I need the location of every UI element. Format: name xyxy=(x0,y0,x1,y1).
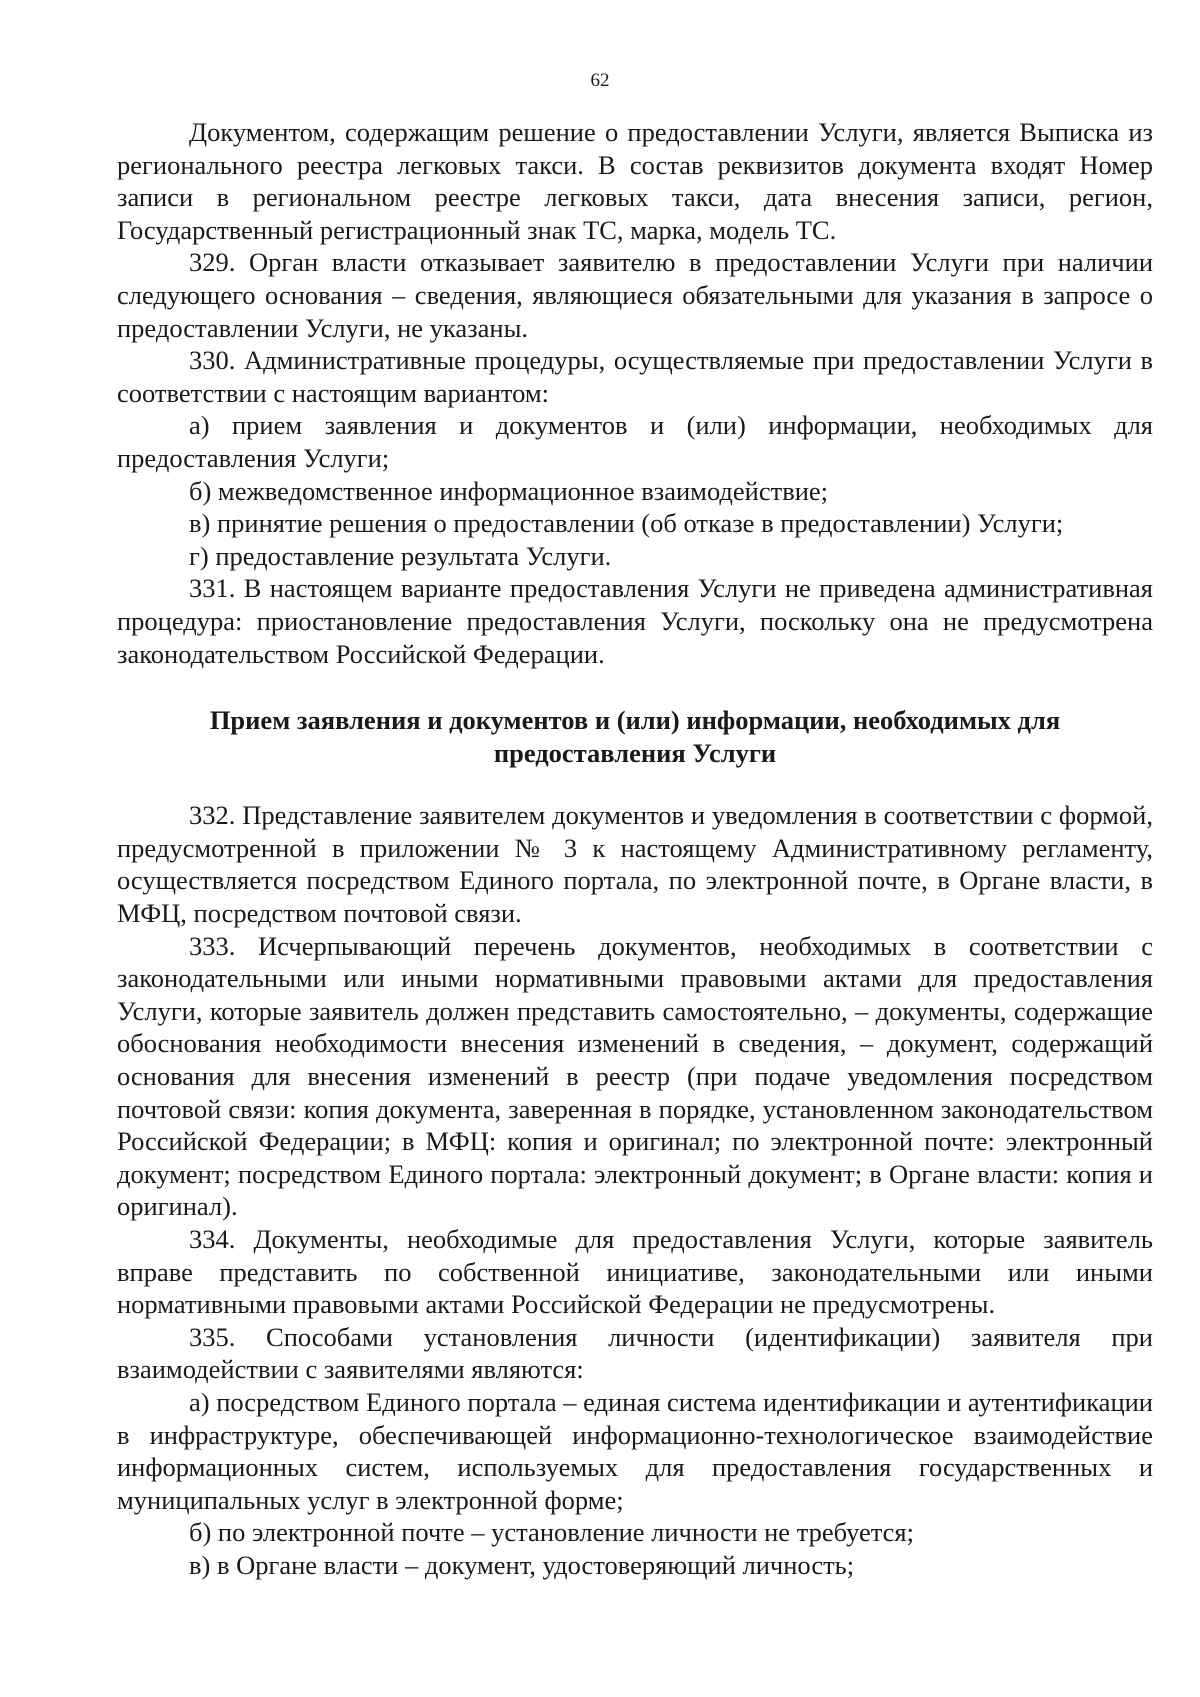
list-item-335-b: б) по электронной почте – установление личности не требуется; xyxy=(189,1517,914,1548)
paragraph-334: 334. Документы, необходимые для предоставления Услуги, которые заявитель вправе представить по собственной инициативе, законодательными или иными нормативными правовыми актами Российской Федерации не предусмотрены. xyxy=(117,1224,1153,1320)
page-number: 62 xyxy=(590,70,610,91)
paragraph-330: 330. Административные процедуры, осуществляемые при предоставлении Услуги в соответствии с настоящим вариантом: xyxy=(117,345,1153,408)
document-body xyxy=(117,116,1153,1582)
paragraph-331: 331. В настоящем варианте предоставления Услуги не приведена административная процедура: приостановление предоставления Услуги, поскольку она не предусмотрена законодательством Российской Федерации. xyxy=(117,573,1153,669)
list-item-335-a: а) посредством Единого портала – единая система идентификации и аутентификации в инфраструктуре, обеспечивающей информационно-технологическое взаимодействие информационных систем, используемых для предоставления государственных и муниципальных услуг в электронной форме; xyxy=(117,1386,1153,1515)
list-item-330-g: г) предоставление результата Услуги. xyxy=(189,540,612,571)
paragraph-335: 335. Способами установления личности (идентификации) заявителя при взаимодействии с заявителями являются: xyxy=(117,1321,1153,1385)
list-item-330-a: а) прием заявления и документов и (или) информации, необходимых для предоставления Услуги; xyxy=(117,410,1153,473)
section-heading-line-2: предоставления Услуги xyxy=(493,737,777,768)
list-item-330-b: б) межведомственное информационное взаимодействие; xyxy=(189,475,829,506)
section-heading-line-1: Прием заявления и документов и (или) информации, необходимых для xyxy=(209,705,1061,736)
paragraph-332: 332. Представление заявителем документов и уведомления в соответствии с формой, предусмотренной в приложении № 3 к настоящему Административному регламенту, осуществляется посредством Единого портала, по электронной почте, в Органе власти, в МФЦ, посредством почтовой связи. xyxy=(117,800,1153,929)
paragraph-result-document: Документом, содержащим решение о предоставлении Услуги, является Выписка из регионального реестра легковых такси. В состав реквизитов документа входят Номер записи в региональном реестре легковых такси, дата внесения записи, регион, Государственный регистрационный знак ТС, марка, модель ТС. xyxy=(117,117,1153,245)
paragraph-333: 333. Исчерпывающий перечень документов, необходимых в соответствии с законодательными или иными нормативными правовыми актами для предоставления Услуги, которые заявитель должен представить самостоятельно, – документы, содержащие обоснования необходимости внесения изменений в сведения, – документ, содержащий основания для внесения изменений в реестр (при подаче уведомления посредством почтовой связи: копия документа, заверенная в порядке, установленном законодательством Российской Федерации; в МФЦ: копия и оригинал; по электронной почте: электронный документ; посредством Единого портала: электронный документ; в Органе власти: копия и оригинал). xyxy=(117,930,1153,1222)
paragraph-329: 329. Орган власти отказывает заявителю в предоставлении Услуги при наличии следующего основания – сведения, являющиеся обязательными для указания в запросе о предоставлении Услуги, не указаны. xyxy=(117,247,1153,343)
list-item-335-v: в) в Органе власти – документ, удостоверяющий личность; xyxy=(189,1549,855,1580)
list-item-330-v: в) принятие решения о предоставлении (об отказе в предоставлении) Услуги; xyxy=(189,508,1064,539)
section-heading xyxy=(117,704,1153,769)
